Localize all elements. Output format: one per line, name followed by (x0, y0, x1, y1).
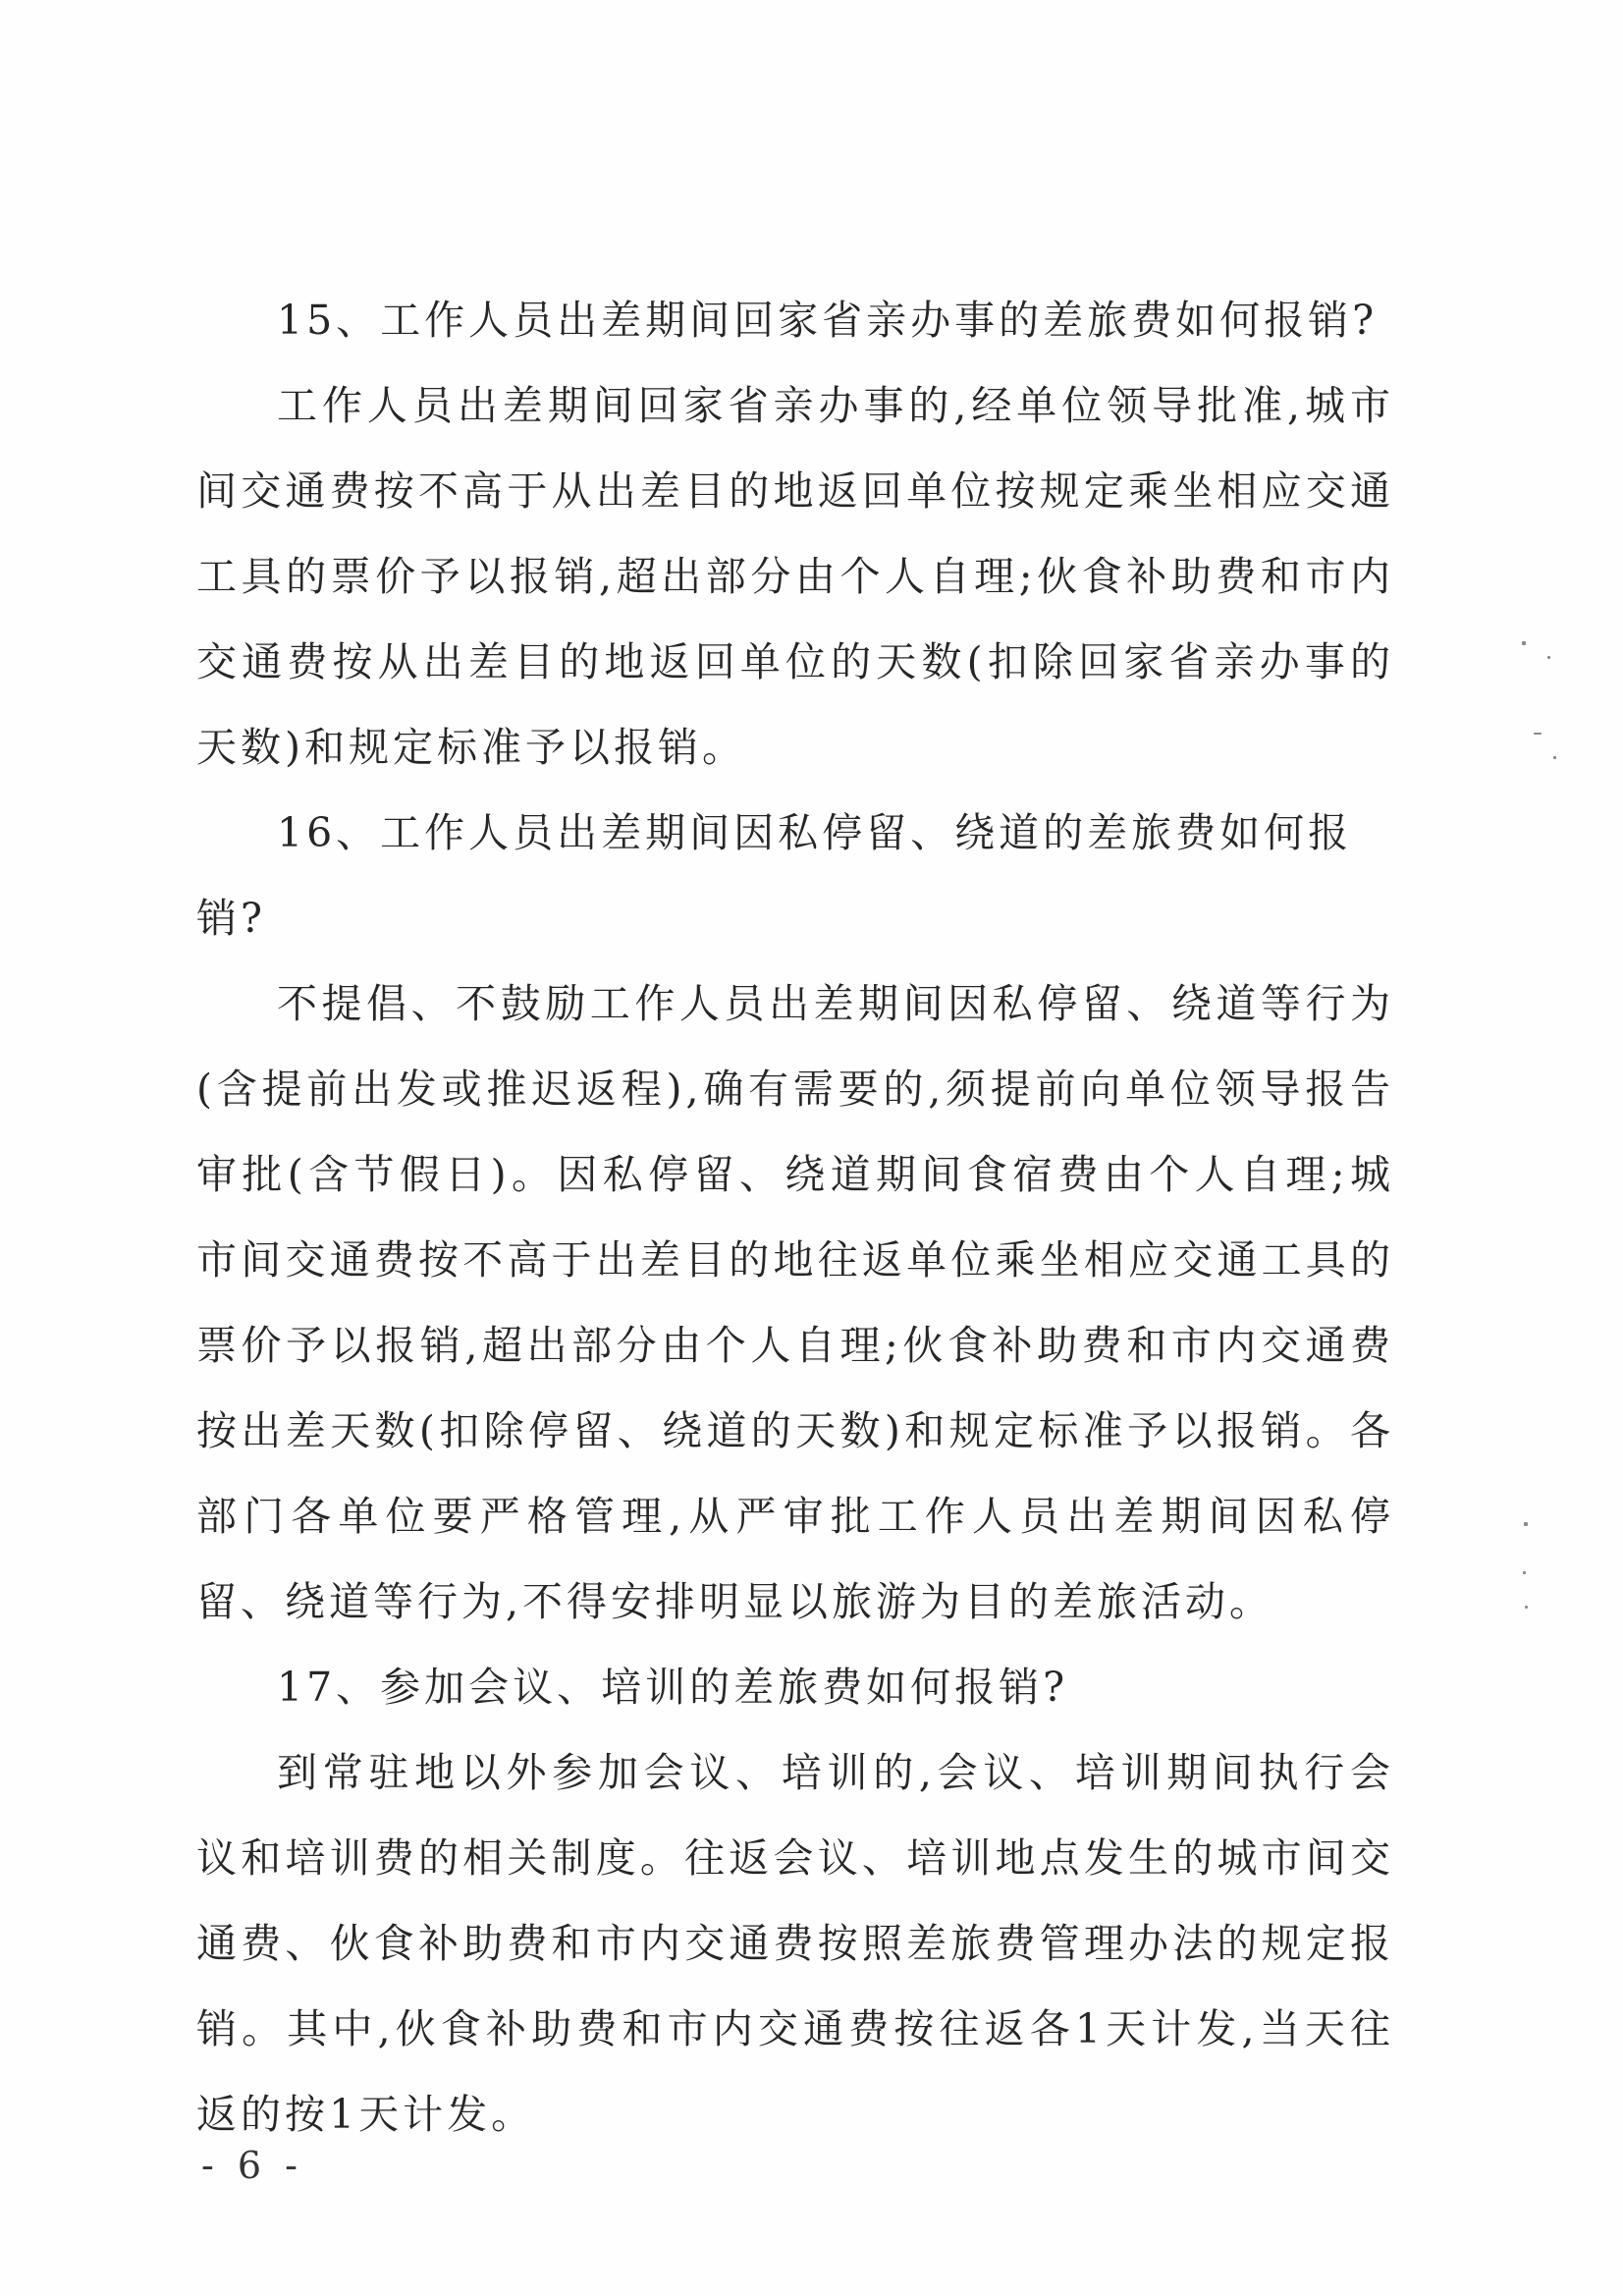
section-17-paragraph: 到常驻地以外参加会议、培训的,会议、培训期间执行会议和培训费的相关制度。往返会议、培训地点发生的城市间交通费、伙食补助费和市内交通费按照差旅费管理办法的规定报销。其中,伙食补助费和市内交通费按往返各1天计发,当天往返的按1天计发。 (196, 1749, 1394, 2138)
scan-speck (1523, 1571, 1526, 1574)
scan-speck (1553, 756, 1556, 759)
scan-speck (1525, 1606, 1528, 1609)
scan-speck (1522, 641, 1526, 645)
section-15-paragraph: 工作人员出差期间回家省亲办事的,经单位领导批准,城市间交通费按不高于从出差目的地返回单位按规定乘坐相应交通工具的票价予以报销,超出部分由个人自理;伙食补助费和市内交通费按从出差目的地返回单位的天数(扣除回家省亲办事的天数)和规定标准予以报销。 (196, 382, 1394, 771)
section-16-heading: 16、工作人员出差期间因私停留、绕道的差旅费如何报销? (196, 809, 1353, 942)
section-17-heading: 17、参加会议、培训的差旅费如何报销? (277, 1664, 1069, 1711)
scan-speck (1534, 733, 1542, 735)
scan-speck (1524, 1522, 1528, 1526)
scan-speck (1547, 656, 1550, 659)
document-body (196, 278, 1394, 2158)
section-15-heading: 15、工作人员出差期间回家省亲办事的差旅费如何报销? (277, 297, 1379, 344)
page-number: - 6 - (201, 2144, 304, 2187)
section-16-paragraph: 不提倡、不鼓励工作人员出差期间因私停留、绕道等行为(含提前出发或推迟返程),确有需要的,须提前向单位领导报告审批(含节假日)。因私停留、绕道期间食宿费由个人自理;城市间交通费按不高于出差目的地往返单位乘坐相应交通工具的票价予以报销,超出部分由个人自理;伙食补助费和市内交通费按出差天数(扣除停留、绕道的天数)和规定标准予以报销。各部门各单位要严格管理,从严审批工作人员出差期间因私停留、绕道等行为,不得安排明显以旅游为目的差旅活动。 (196, 980, 1394, 1625)
